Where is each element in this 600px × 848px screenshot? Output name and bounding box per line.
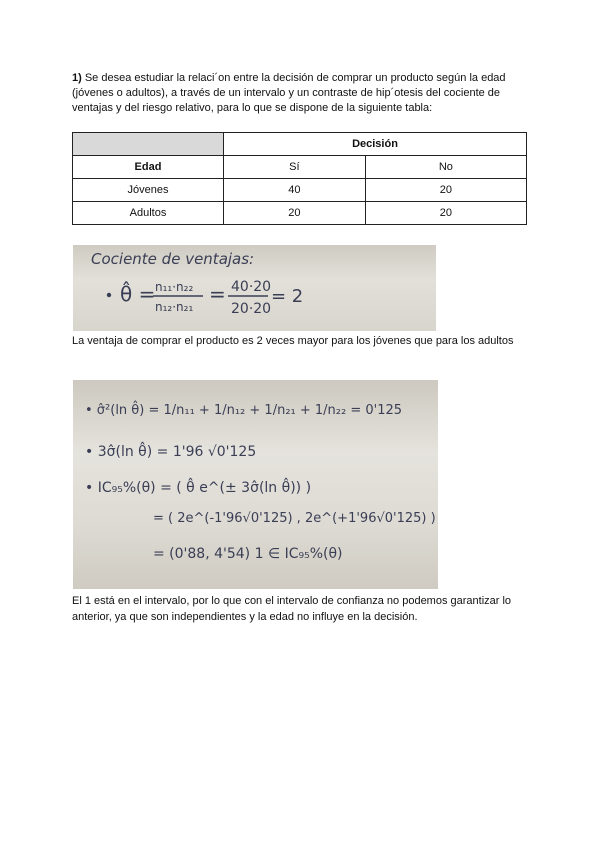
photo2-line5: = (0'88, 4'54) 1 ∈ IC₉₅%(θ) xyxy=(153,546,343,562)
photo2-line4: = ( 2e^(-1'96√0'125) , 2e^(+1'96√0'125) ) xyxy=(153,511,436,526)
table-row xyxy=(73,179,527,202)
column-header-no: No xyxy=(365,156,526,179)
row-header: Edad xyxy=(73,156,224,179)
table-corner-cell xyxy=(73,133,224,156)
photo2-line3: • IC₉₅%(θ) = ( θ̂ e^(± 3σ̂(ln θ̂)) ) xyxy=(85,480,312,496)
table-cell: 40 xyxy=(224,179,366,202)
table-subheader-row xyxy=(73,156,527,179)
photo1-value-den: 20·20 xyxy=(231,301,272,317)
table-header-row xyxy=(73,133,527,156)
table-row xyxy=(73,202,527,225)
column-header-si: Sí xyxy=(224,156,366,179)
row-label: Jóvenes xyxy=(73,179,224,202)
photo1-den: n₁₂·n₂₁ xyxy=(155,300,194,314)
photo2-line2: • 3σ̂(ln θ̂) = 1'96 √0'125 xyxy=(85,444,257,460)
question-body: Se desea estudiar la relaci´on entre la decisión de comprar un producto según la edad (jóvenes o adultos), a través de un intervalo y un contraste de hip´otesis del cociente de ventajas y del riesgo relativo, para lo que se dispone de la siguiente tabla: xyxy=(72,72,506,114)
table-cell: 20 xyxy=(365,202,526,225)
photo1-eq: = xyxy=(209,282,226,306)
question-text xyxy=(72,71,532,116)
photo1-heading: Cociente de ventajas: xyxy=(91,250,255,268)
handwritten-photo-odds-ratio xyxy=(73,245,436,331)
row-label: Adultos xyxy=(73,202,224,225)
question-number: 1) xyxy=(72,72,82,84)
photo1-lhs: θ̂ = xyxy=(120,282,156,306)
contingency-table xyxy=(72,132,527,225)
photo1-num: n₁₁·n₂₂ xyxy=(155,280,194,294)
photo1-result: = 2 xyxy=(271,286,304,307)
photo2-line1: • σ̂²(ln θ̂) = 1/n₁₁ + 1/n₁₂ + 1/n₂₁ + 1/n₂₂ = 0'125 xyxy=(85,403,403,418)
caption-odds-ratio: La ventaja de comprar el producto es 2 veces mayor para los jóvenes que para los adultos xyxy=(72,335,514,347)
group-header: Decisión xyxy=(224,133,527,156)
table-cell: 20 xyxy=(365,179,526,202)
caption-conclusion: El 1 está en el intervalo, por lo que con el intervalo de confianza no podemos garantizar lo anterior, ya que son independientes y la edad no influye en la decisión. xyxy=(72,595,512,623)
handwritten-photo-confidence-interval xyxy=(73,380,438,589)
table-cell: 20 xyxy=(224,202,366,225)
photo1-value-num: 40·20 xyxy=(231,279,272,295)
